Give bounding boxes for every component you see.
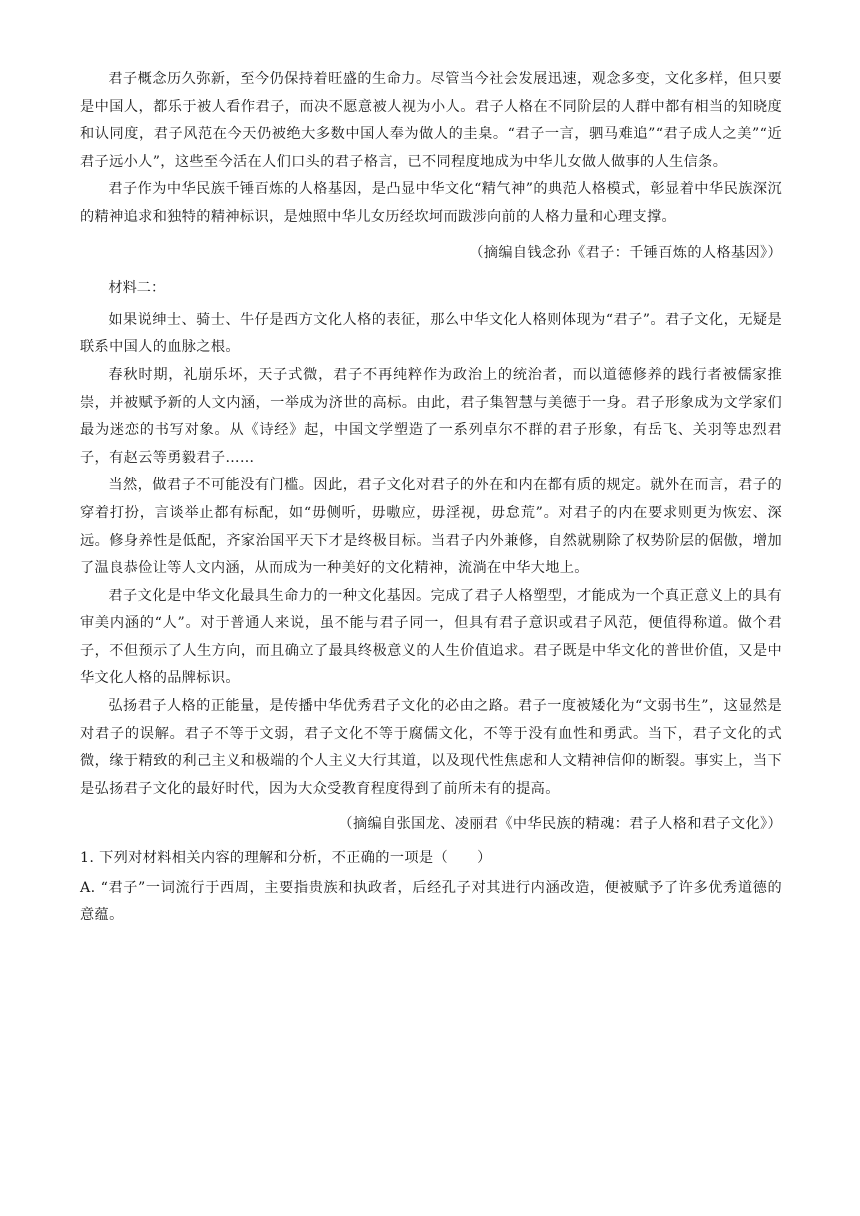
material2-paragraph-5: 弘扬君子人格的正能量，是传播中华优秀君子文化的必由之路。君子一度被矮化为“文弱书生”，这显然是对君子的误解。君子不等于文弱，君子文化不等于腐儒文化，不等于没有血性和勇武。当下，君子文化的式微，缘于精致的利己主义和极端的个人主义大行其道，以及现代性焦虑和人文精神信仰的断裂。事实上，当下是弘扬君子文化的最好时代，因为大众受教育程度得到了前所未有的提高。 <box>80 698 782 797</box>
material2-paragraph-2: 春秋时期，礼崩乐坏，天子式微，君子不再纯粹作为政治上的统治者，而以道德修养的践行者被儒家推崇，并被赋予新的人文内涵，一举成为济世的高标。由此，君子集智慧与美德于一身。君子形象成为文学家们最为迷恋的书写对象。从《诗经》起，中国文学塑造了一系列卓尔不群的君子形象，有岳飞、关羽等忠烈君子，有赵云等勇毅君子…… <box>80 366 782 466</box>
document-page <box>80 66 782 930</box>
material2-paragraph-4: 君子文化是中华文化最具生命力的一种文化基因。完成了君子人格塑型，才能成为一个真正意义上的具有审美内涵的“人”。对于普通人来说，虽不能与君子同一，但具有君子意识或君子风范，便值得称道。做个君子，不但预示了人生方向，而且确立了最具终极意义的人生价值追求。君子既是中华文化的普世价值，又是中华文化人格的品牌标识。 <box>80 587 782 687</box>
material2-paragraph-1: 如果说绅士、骑士、牛仔是西方文化人格的表征，那么中华文化人格则体现为“君子”。君子文化，无疑是联系中国人的血脉之根。 <box>80 311 782 356</box>
material1-paragraph-1: 君子概念历久弥新，至今仍保持着旺盛的生命力。尽管当今社会发展迅速，观念多变，文化多样，但只要是中国人，都乐于被人看作君子，而决不愿意被人视为小人。君子人格在不同阶层的人群中都有相当的知晓度和认同度，君子风范在今天仍被绝大多数中国人奉为做人的圭臬。“君子一言，驷马难追”“君子成人之美”“近君子远小人”，这些至今活在人们口头的君子格言，已不同程度地成为中华儿女做人做事的人生信条。 <box>80 71 782 170</box>
material1-paragraph-2: 君子作为中华民族千锤百炼的人格基因，是凸显中华文化“精气神”的典范人格模式，彰显着中华民族深沉的精神追求和独特的精神标识，是烛照中华儿女历经坎坷而跋涉向前的人格力量和心理支撑。 <box>80 181 782 225</box>
material1-source: （摘编自钱念孙《君子：千锤百炼的人格基因》） <box>469 244 782 261</box>
question-1-option-a: A. “君子”一词流行于西周，主要指贵族和执政者，后经孔子对其进行内涵改造，便被赋予了许多优秀道德的意蕴。 <box>80 879 782 924</box>
material2-source: （摘编自张国龙、凌丽君《中华民族的精魂：君子人格和君子文化》） <box>338 816 782 833</box>
question-1-stem: 1. 下列对材料相关内容的理解和分析，不正确的一项是（ ） <box>80 850 492 867</box>
material2-paragraph-3: 当然，做君子不可能没有门槛。因此，君子文化对君子的外在和内在都有质的规定。就外在而言，君子的穿着打扮，言谈举止都有标配，如“毋侧听，毋嗷应，毋淫视，毋怠荒”。对君子的内在要求则更为恢宏、深远。修身养性是低配，齐家治国平天下才是终极目标。当君子内外兼修，自然就剔除了权势阶层的倨傲，增加了温良恭俭让等人文内涵，从而成为一种美好的文化精神，流淌在中华大地上。 <box>80 477 782 577</box>
material2-label: 材料二： <box>108 280 166 297</box>
